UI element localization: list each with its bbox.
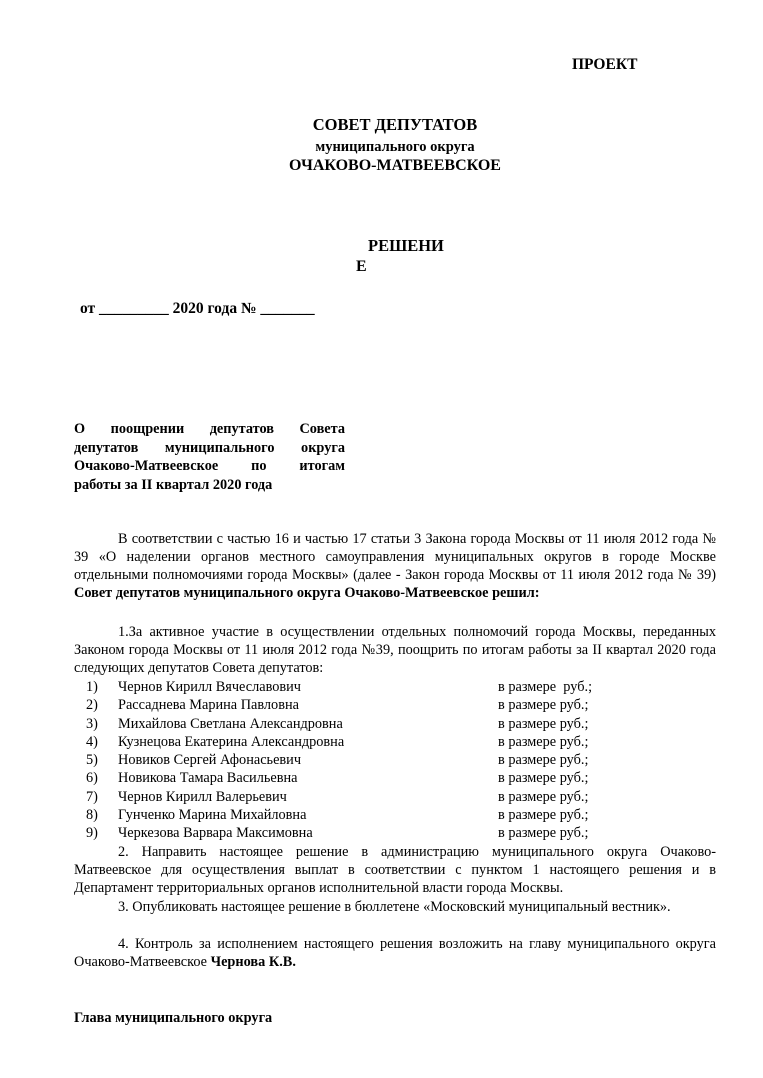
deputy-name: Гунченко Марина Михайловна — [118, 807, 307, 824]
deputies-list — [74, 678, 716, 843]
deputy-name: Новиков Сергей Афонасьевич — [118, 752, 302, 769]
item-3-text: 3. Опубликовать настоящее решение в бюллетене «Московский муниципальный вестник». — [118, 899, 671, 915]
preamble-resolution: Совет депутатов муниципального округа Очаково-Матвеевское решил: — [74, 585, 540, 602]
reward-amount: в размере руб.; — [498, 752, 589, 769]
subject-line: работы за II квартал 2020 года — [74, 476, 273, 493]
list-item — [74, 751, 716, 769]
subject-line: О поощрении депутатов Совета — [74, 421, 345, 437]
list-item — [74, 806, 716, 824]
list-item — [74, 769, 716, 787]
reward-amount: в размере руб.; — [498, 679, 593, 695]
item-number: 3) — [86, 715, 98, 732]
preamble-text: В соответствии с частью 16 и частью 17 статьи 3 Закона города Москвы от 11 июля 2012 года № 39 «О наделении органов местного самоуправления муниципальных округов в городе Москве отдельными полномочиями города Москвы» (далее - Закон города Москвы от 11 июля 2012 года № 39) — [74, 531, 716, 584]
item-number: 6) — [86, 770, 98, 787]
deputy-name: Рассаднева Марина Павловна — [118, 697, 299, 714]
item-number: 2) — [86, 697, 98, 714]
list-item — [74, 824, 716, 842]
subject-line: депутатов муниципального округа — [74, 439, 345, 456]
item-number: 8) — [86, 807, 98, 824]
item-2-text: 2. Направить настоящее решение в администрацию муниципального округа Очаково-Матвеевское для осуществления выплат в соответствии с пунктом 1 настоящего решения и в Департамент территориальных органов исполнительной власти города Москвы. — [74, 844, 716, 897]
item-2 — [74, 843, 716, 897]
council-title: СОВЕТ ДЕПУТАТОВ — [312, 115, 478, 134]
item-number: 4) — [86, 733, 98, 750]
deputy-name: Чернов Кирилл Вячеславович — [118, 679, 301, 695]
item-number: 5) — [86, 752, 98, 769]
reward-amount: в размере руб.; — [498, 825, 589, 842]
preamble — [74, 530, 716, 602]
item-3 — [74, 898, 716, 916]
item-number: 1) — [86, 679, 98, 695]
deputy-name: Кузнецова Екатерина Александровна — [118, 733, 345, 750]
item-number: 7) — [86, 788, 98, 805]
signature-title: Глава муниципального округа — [74, 1010, 273, 1026]
deputy-name: Михайлова Светлана Александровна — [118, 715, 343, 732]
deputy-name: Новикова Тамара Васильевна — [118, 770, 298, 787]
reward-amount: в размере руб.; — [498, 770, 589, 787]
date-number-line: от _________ 2020 года № _______ — [80, 300, 315, 317]
head-name: Чернова К.В. — [210, 954, 296, 971]
deputy-name: Чернов Кирилл Валерьевич — [118, 788, 287, 805]
project-label: ПРОЕКТ — [572, 56, 638, 73]
council-subtitle: муниципального округа — [315, 139, 475, 155]
reward-amount: в размере руб.; — [498, 697, 589, 714]
list-item — [74, 678, 716, 696]
reward-amount: в размере руб.; — [498, 733, 589, 750]
reward-amount: в размере руб.; — [498, 807, 589, 824]
list-item — [74, 788, 716, 806]
decision-title: РЕШЕНИ — [368, 236, 444, 255]
reward-amount: в размере руб.; — [498, 715, 589, 732]
list-item — [74, 733, 716, 751]
decision-subject — [74, 420, 345, 494]
item-number: 9) — [86, 825, 98, 842]
deputy-name: Черкезова Варвара Максимовна — [118, 825, 313, 842]
reward-amount: в размере руб.; — [498, 788, 589, 805]
item-4 — [74, 935, 716, 971]
list-item — [74, 696, 716, 714]
district-name: ОЧАКОВО-МАТВЕЕВСКОЕ — [289, 157, 501, 174]
item-1-intro — [74, 623, 716, 677]
list-item — [74, 715, 716, 733]
item-1-text: 1.За активное участие в осуществлении отдельных полномочий города Москвы, переданных Законом города Москвы от 11 июля 2012 года №39, поощрить по итогам работы за II квартал 2020 года следующих депутатов Совета депутатов: — [74, 624, 716, 677]
subject-line: Очаково-Матвеевское по итогам — [74, 458, 345, 475]
item-4-text: 4. Контроль за исполнением настоящего решения возложить на главу муниципального округа Очаково-Матвеевское — [74, 936, 716, 971]
decision-title-end: Е — [356, 258, 367, 275]
